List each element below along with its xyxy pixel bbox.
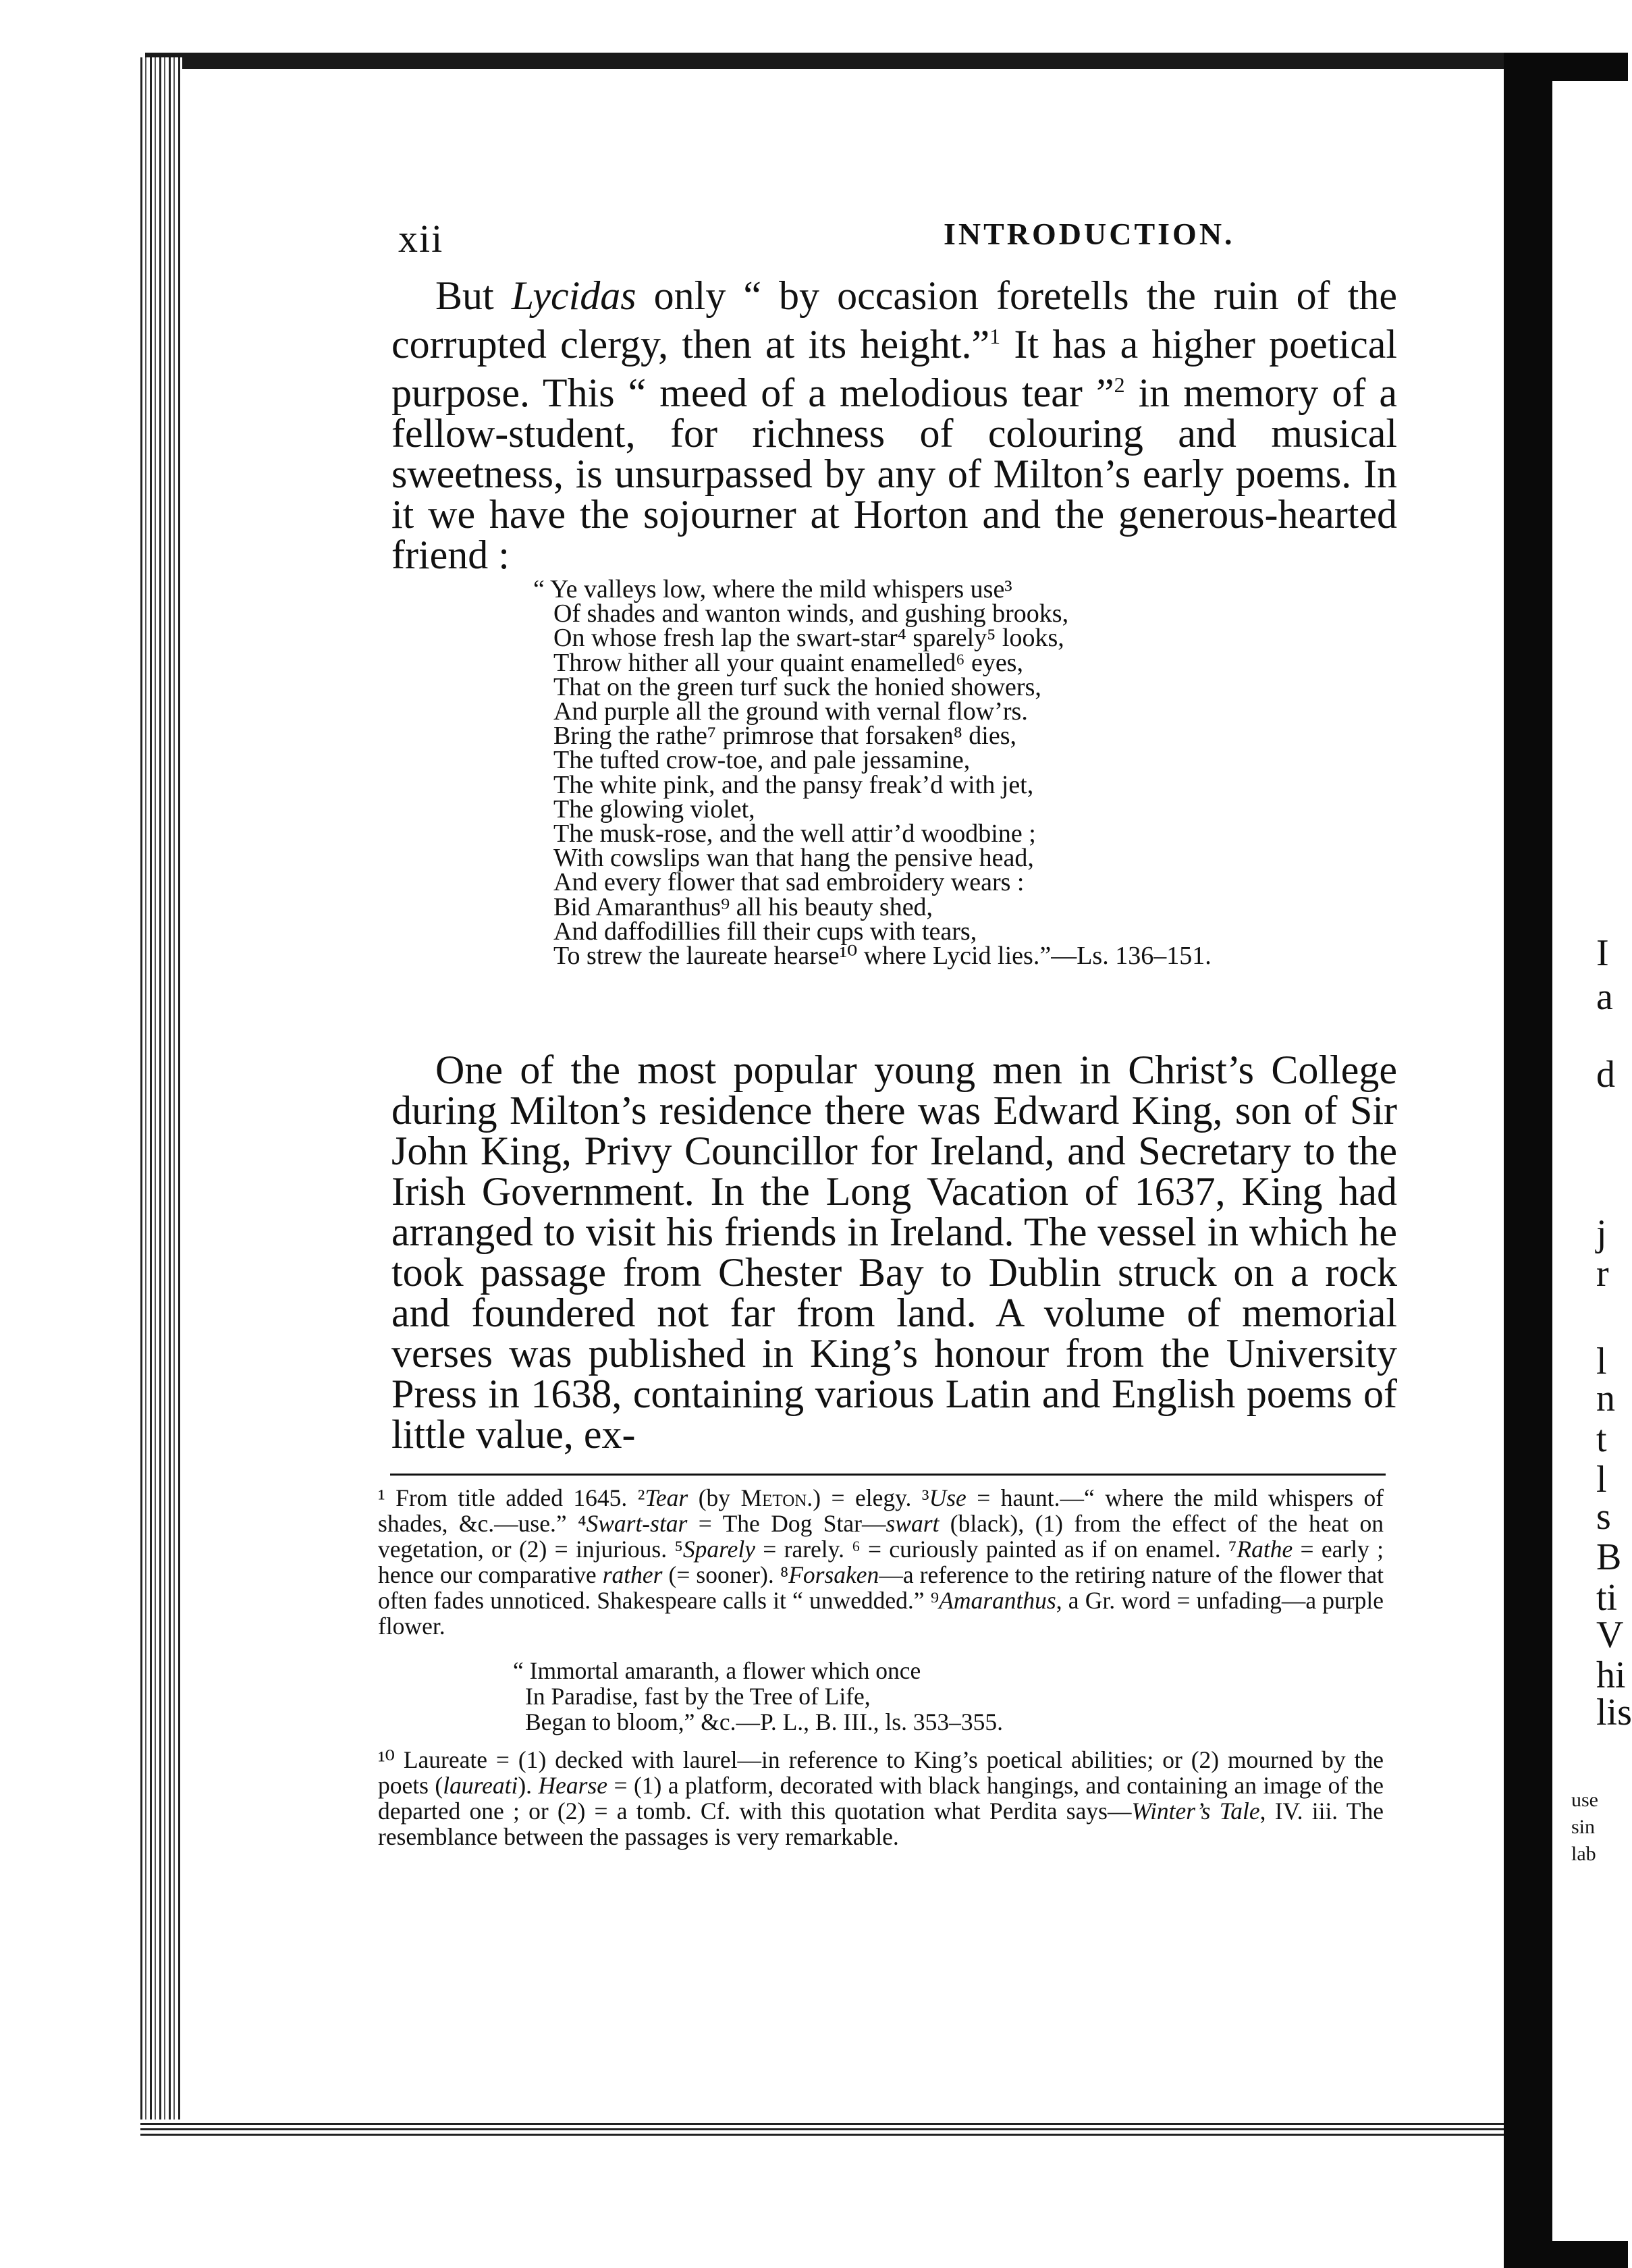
verse-line: The glowing violet,: [553, 794, 755, 824]
verse-line: Bid Amaranthus⁹ all his beauty shed,: [553, 892, 933, 921]
title-lycidas: Lycidas: [511, 273, 636, 318]
book-page-edges: [140, 57, 182, 2123]
book-page-edges-bottom: [140, 2120, 1511, 2136]
body-paragraph-2: One of the most popular young men in Christ’s College during Milton’s residence there was Edward King, son of Sir John King, Privy Councillor for Ireland, and Secretary to the Irish Government. In the Long Vacation of 1637, King had arranged to visit his friends in Ireland. The vessel in which he took passage from Chester Bay to Dublin struck on a rock and foundered not far from land. A volume of memorial verses was published in King’s honour from the University Press in 1638, containing various Latin and English poems of little value, ex-: [391, 1048, 1397, 1457]
footnote-ref: 1: [989, 324, 1001, 348]
facing-fragment: V: [1596, 1614, 1624, 1656]
facing-fragment: l: [1596, 1341, 1607, 1382]
body-paragraph-1: But Lycidas only “ by occasion foretells the ruin of the corrupted clergy, then at its height.”$^1$ It has a higher poetical purpose. This “ meed of a melodious tear ”$^2$ in memory of a fellow-student, for richness of colouring and musical sweetness, is unsurpassed by any of Milton’s early poems. In it we have the sojourner at Horton and the generous-hearted friend :: [391, 273, 1397, 577]
facing-fragment: B: [1596, 1536, 1622, 1578]
footnote-10: ¹⁰ Laureate = (1) decked with laurel—in reference to King’s poetical abilities; or (2) mourned by the poets (laureati). Hearse = (1) a platform, decorated with black hangings, and containing an image of the departed one ; or (2) = a tomb. Cf. with this quotation what Perdita says—Winter’s Tale, IV. iii. The resemblance between the passages is very remarkable.: [378, 1746, 1384, 1850]
running-title: INTRODUCTION.: [944, 217, 1235, 251]
verse-line: With cowslips wan that hang the pensive head,: [553, 844, 1034, 873]
verse-line: Throw hither all your quaint enamelled⁶ eyes,: [553, 648, 1023, 677]
footnotes: [378, 1485, 1384, 1850]
footnote-rule: [390, 1474, 1386, 1476]
verse-line: Of shades and wanton winds, and gushing brooks,: [553, 599, 1069, 628]
facing-fragment: I: [1596, 932, 1609, 974]
footnote-block: ¹ From title added 1645. ²Tear (by Meton.) = elegy. ³Use = haunt.—“ where the mild whispers of shades, &c.—use.” ⁴Swart-star = The Dog Star—swart (black), (1) from the effect of the heat on vegetation, or (2) = injurious. ⁵Sparely = rarely. ⁶ = curiously painted as if on enamel. ⁷Rathe = early ; hence our comparative rather (= sooner). ⁸Forsaken—a reference to the retiring nature of the flower that often fades unnoticed. Shakespeare calls it “ unwedded.” ⁹Amaranthus, a Gr. word = unfading—a purple flower.: [378, 1484, 1384, 1640]
verse-line: The musk-rose, and the well attir’d woodbine ;: [553, 819, 1036, 848]
facing-fragment: s: [1596, 1496, 1611, 1538]
verse-line: Bring the rathe⁷ primrose that forsaken⁸ dies,: [553, 722, 1017, 751]
facing-fragment: lab: [1571, 1843, 1596, 1865]
facing-fragment: l: [1596, 1459, 1607, 1501]
facing-fragment: lis: [1596, 1692, 1632, 1733]
running-head: [182, 189, 1411, 261]
facing-fragment: n: [1596, 1378, 1615, 1420]
footnote-ref: 2: [1114, 373, 1125, 397]
facing-fragment: hi: [1596, 1654, 1626, 1696]
facing-fragment: use: [1571, 1789, 1598, 1811]
facing-page-strip: [1552, 81, 1628, 2241]
facing-fragment: t: [1596, 1418, 1607, 1460]
verse-line: To strew the laureate hearse¹⁰ where Lycid lies.”—Ls. 136–151.: [553, 942, 1212, 971]
facing-fragment: sin: [1571, 1816, 1596, 1838]
verse-line: And daffodillies fill their cups with tears,: [553, 917, 977, 946]
verse-quotation: [533, 575, 1411, 971]
verse-line: “ Ye valleys low, where the mild whispers use³: [533, 575, 1012, 603]
verse-line: On whose fresh lap the swart-star⁴ sparely⁵ looks,: [553, 624, 1064, 653]
facing-fragment: r: [1596, 1253, 1609, 1295]
facing-fragment: ti: [1596, 1577, 1618, 1619]
footnote-1: ¹ From title added 1645.: [378, 1484, 628, 1511]
page-number: xii: [398, 217, 444, 261]
verse-line: And every flower that sad embroidery wears :: [553, 868, 1025, 897]
facing-fragment: j: [1596, 1212, 1607, 1254]
scan-border-top: [145, 53, 1562, 69]
facing-fragment: d: [1596, 1054, 1615, 1096]
verse-line: And purple all the ground with vernal flow’rs.: [553, 697, 1028, 726]
verse-line: The tufted crow-toe, and pale jessamine,: [553, 746, 971, 775]
verse-line: That on the green turf suck the honied showers,: [553, 672, 1041, 701]
verse-line: The white pink, and the pansy freak’d with jet,: [553, 770, 1034, 799]
footnote-quotation: “ Immortal amaranth, a flower which once In Paradise, fast by the Tree of Life, Began to bloom,” &c.—P. L., B. III., ls. 353–355.: [513, 1657, 1003, 1735]
facing-fragment: a: [1596, 976, 1613, 1018]
